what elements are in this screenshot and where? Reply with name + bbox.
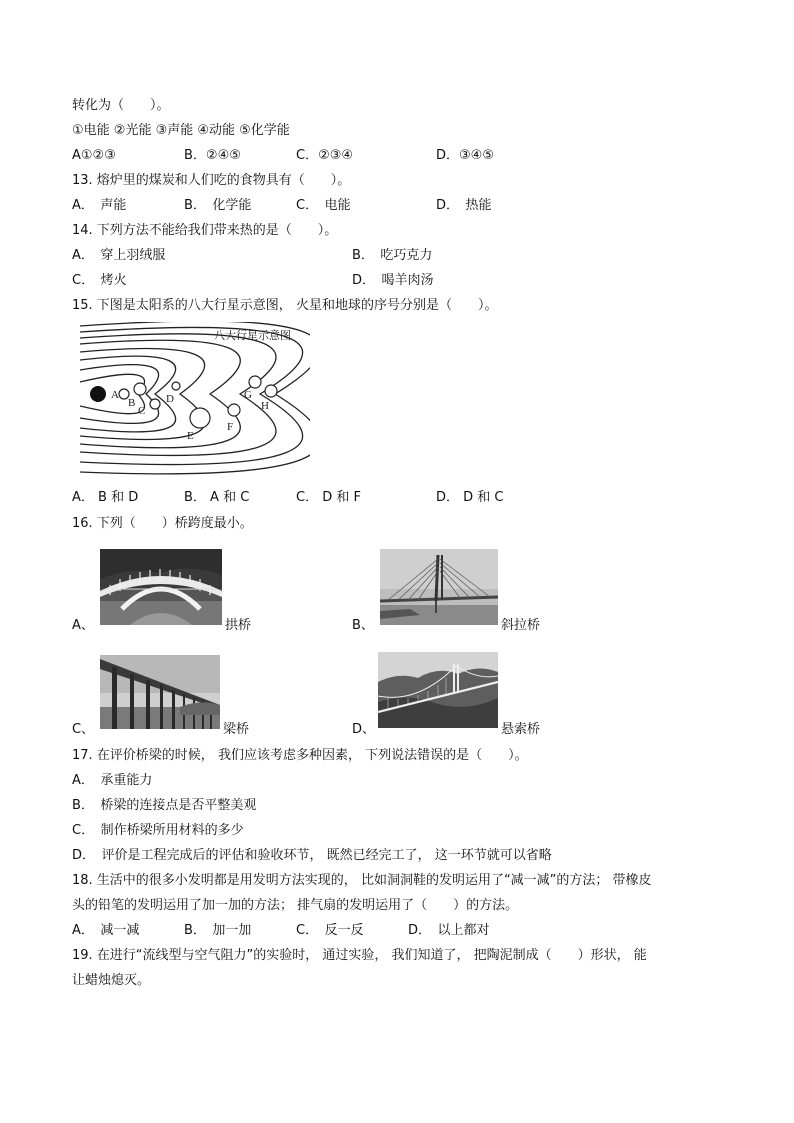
q15-stem: 15. 下图是太阳系的八大行星示意图， 火星和地球的序号分别是（ ）。 xyxy=(72,298,498,313)
q17-option-d: D． 评价是工程完成后的评估和验收环节， 既然已经完工了， 这一环节就可以省略 xyxy=(72,848,552,863)
planet-e xyxy=(190,408,210,428)
q19-stem-line1: 19. 在进行“流线型与空气阻力”的实验时， 通过实验， 我们知道了， 把陶泥制成（ ）形状， 能 xyxy=(72,948,647,963)
planet-f xyxy=(228,404,240,416)
q13-option-b: B． 化学能 xyxy=(184,198,252,213)
q13-stem: 13. 熔炉里的煤炭和人们吃的食物具有（ ）。 xyxy=(72,173,351,188)
q17-option-a: A． 承重能力 xyxy=(72,773,153,788)
solar-system-diagram xyxy=(80,322,310,480)
q13-option-d: D． 热能 xyxy=(436,198,492,213)
q12-option-d: D．③④⑤ xyxy=(436,148,494,163)
q14-option-a: A． 穿上羽绒服 xyxy=(72,248,166,263)
cable-stayed-bridge-photo xyxy=(380,549,498,625)
label-b: B xyxy=(128,397,136,409)
q18-stem-line2: 头的铅笔的发明运用了加一加的方法； 排气扇的发明运用了（ ）的方法。 xyxy=(72,898,519,913)
q17-option-c: C． 制作桥梁所用材料的多少 xyxy=(72,823,244,838)
q12-items: ①电能 ②光能 ③声能 ④动能 ⑤化学能 xyxy=(72,123,290,138)
q14-option-d: D． 喝羊肉汤 xyxy=(352,273,434,288)
label-g: G xyxy=(244,389,252,401)
q16-option-a-letter: A、 xyxy=(72,618,94,633)
q16-option-c-letter: C、 xyxy=(72,722,95,737)
planet-d xyxy=(172,382,180,390)
q12-option-a: A①②③ xyxy=(72,148,116,163)
planet-h xyxy=(265,385,277,397)
q14-stem: 14. 下列方法不能给我们带来热的是（ ）。 xyxy=(72,223,338,238)
q15-option-b: B． A 和 C xyxy=(184,490,250,505)
q15-option-d: D． D 和 C xyxy=(436,490,504,505)
diagram-title: 八大行星示意图 xyxy=(214,330,291,342)
planet-c xyxy=(150,399,160,409)
arch-bridge-photo xyxy=(100,549,222,625)
suspension-bridge-photo xyxy=(378,652,498,728)
q16-option-d-letter: D、 xyxy=(352,722,376,737)
sun xyxy=(90,386,106,402)
q17-option-b: B． 桥梁的连接点是否平整美观 xyxy=(72,798,257,813)
label-f: F xyxy=(227,421,234,433)
q17-stem: 17. 在评价桥梁的时候， 我们应该考虑多种因素， 下列说法错误的是（ ）。 xyxy=(72,748,528,763)
q16-option-c-caption: 梁桥 xyxy=(223,722,250,737)
q16-option-d-caption: 悬索桥 xyxy=(501,722,541,737)
label-h: H xyxy=(261,400,269,412)
q12-option-b: B．②④⑤ xyxy=(184,148,241,163)
q18-option-d: D． 以上都对 xyxy=(408,923,490,938)
q15-option-c: C． D 和 F xyxy=(296,490,361,505)
q12-stem-tail: 转化为（ ）。 xyxy=(72,98,170,113)
q16-stem: 16. 下列（ ）桥跨度最小。 xyxy=(72,516,253,531)
planet-g xyxy=(249,376,261,388)
beam-bridge-photo xyxy=(100,655,220,729)
label-e: E xyxy=(187,430,194,442)
q19-stem-line2: 让蜡烛熄灭。 xyxy=(72,973,151,988)
q13-option-c: C． 电能 xyxy=(296,198,351,213)
planet-b xyxy=(134,383,146,395)
q18-option-c: C． 反一反 xyxy=(296,923,364,938)
label-a: A xyxy=(111,389,119,401)
q14-option-c: C． 烤火 xyxy=(72,273,127,288)
q18-option-a: A． 减一减 xyxy=(72,923,140,938)
q13-option-a: A． 声能 xyxy=(72,198,127,213)
label-c: C xyxy=(138,405,146,417)
q18-stem-line1: 18. 生活中的很多小发明都是用发明方法实现的， 比如洞洞鞋的发明运用了“减一减”的方法； 带橡皮 xyxy=(72,873,652,888)
q18-option-b: B． 加一加 xyxy=(184,923,252,938)
q15-option-a: A． B 和 D xyxy=(72,490,139,505)
q16-option-b-caption: 斜拉桥 xyxy=(501,618,541,633)
q16-option-b-letter: B、 xyxy=(352,618,374,633)
label-d: D xyxy=(166,393,174,405)
q16-option-a-caption: 拱桥 xyxy=(225,618,252,633)
q12-option-c: C．②③④ xyxy=(296,148,354,163)
q14-option-b: B． 吃巧克力 xyxy=(352,248,433,263)
